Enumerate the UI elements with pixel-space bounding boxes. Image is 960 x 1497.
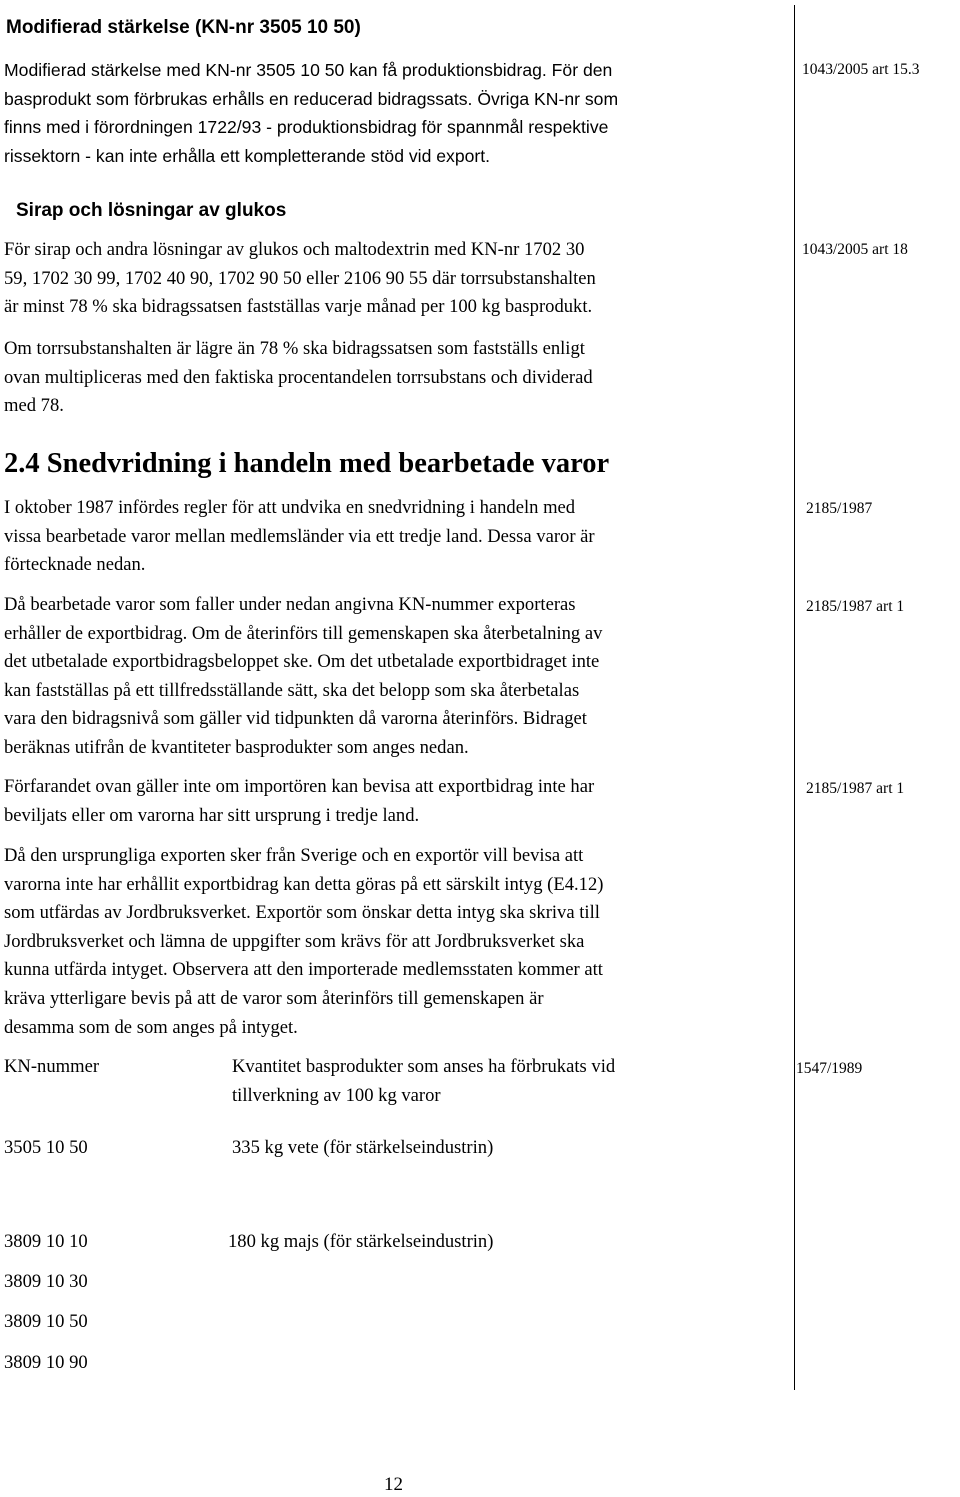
text-line: Om torrsubstanshalten är lägre än 78 % ska bidragssatsen som fastställs enligt bbox=[4, 338, 585, 359]
table-row-kn: 3809 10 50 bbox=[4, 1311, 88, 1332]
text-line: basprodukt som förbrukas erhålls en reducerad bidragssats. Övriga KN-nr som bbox=[4, 88, 619, 109]
text-line: som utfärdas av Jordbruksverket. Exportör som önskar detta intyg ska skriva till bbox=[4, 902, 600, 924]
text-line: rissektorn - kan inte erhålla ett kompletterande stöd vid export. bbox=[4, 145, 491, 166]
text-line: är minst 78 % ska bidragssatsen fastställas varje månad per 100 kg basprodukt. bbox=[4, 296, 593, 318]
sirap-paragraph-1 bbox=[4, 236, 596, 322]
page-number: 12 bbox=[384, 1474, 403, 1495]
table-row-kn: 3505 10 50 bbox=[4, 1137, 88, 1158]
text-line: 59, 1702 30 99, 1702 40 90, 1702 90 50 eller 2106 90 55 där torrsubstanshalten bbox=[4, 267, 596, 289]
heading-sirap: Sirap och lösningar av glukos bbox=[16, 200, 287, 221]
text-line: Kvantitet basprodukter som anses ha förbrukats vid bbox=[232, 1056, 616, 1077]
heading-2-4: 2.4 Snedvridning i handeln med bearbetade varor bbox=[4, 448, 610, 479]
text-line: förtecknade nedan. bbox=[4, 554, 146, 576]
column-divider bbox=[794, 5, 795, 1390]
table-row-quantity: 180 kg majs (för stärkelseindustrin) bbox=[228, 1231, 494, 1252]
table-header-quantity bbox=[232, 1053, 615, 1110]
text-line: Då den ursprungliga exporten sker från Sverige och en exportör vill bevisa att bbox=[4, 845, 584, 866]
margin-reference: 2185/1987 art 1 bbox=[806, 780, 905, 797]
sirap-paragraph-2 bbox=[4, 335, 593, 421]
text-line: ovan multipliceras med den faktiska procentandelen torrsubstans och dividerad bbox=[4, 366, 593, 388]
text-line: tillverkning av 100 kg varor bbox=[232, 1084, 441, 1106]
table-header-kn: KN-nummer bbox=[4, 1056, 100, 1077]
section-2-4-paragraph-3 bbox=[4, 773, 594, 830]
modifierad-paragraph bbox=[4, 56, 618, 170]
text-line: finns med i förordningen 1722/93 - produktionsbidrag för spannmål respektive bbox=[4, 117, 609, 138]
section-2-4-paragraph-1 bbox=[4, 494, 595, 580]
text-line: varorna inte har erhållit exportbidrag kan detta göras på ett särskilt intyg (E4.12) bbox=[4, 873, 604, 895]
margin-reference: 2185/1987 art 1 bbox=[806, 598, 905, 615]
text-line: med 78. bbox=[4, 395, 64, 417]
text-line: beviljats eller om varorna har sitt ursprung i tredje land. bbox=[4, 804, 420, 826]
text-line: vissa bearbetade varor mellan medlemsländer via ett tredje land. Dessa varor är bbox=[4, 525, 595, 547]
text-line: desamma som de som anges på intyget. bbox=[4, 1016, 298, 1038]
table-row-kn: 3809 10 90 bbox=[4, 1352, 88, 1373]
margin-reference: 1043/2005 art 15.3 bbox=[802, 61, 920, 78]
heading-modifierad-starkelse: Modifierad stärkelse (KN-nr 3505 10 50) bbox=[6, 17, 361, 38]
text-line: det utbetalade exportbidragsbeloppet ske. Om det utbetalade exportbidraget inte bbox=[4, 651, 600, 673]
text-line: kunna utfärda intyget. Observera att den importerade medlemsstaten kommer att bbox=[4, 959, 603, 981]
margin-reference: 1043/2005 art 18 bbox=[802, 241, 908, 258]
text-line: I oktober 1987 infördes regler för att undvika en snedvridning i handeln med bbox=[4, 497, 576, 518]
text-line: För sirap och andra lösningar av glukos och maltodextrin med KN-nr 1702 30 bbox=[4, 239, 585, 260]
text-line: kräva ytterligare bevis på att de varor som återinförs till gemenskapen är bbox=[4, 987, 544, 1009]
table-row-kn: 3809 10 30 bbox=[4, 1271, 88, 1292]
section-2-4-paragraph-4 bbox=[4, 842, 603, 1042]
table-row-kn: 3809 10 10 bbox=[4, 1231, 88, 1252]
text-line: vara den bidragsnivå som gäller vid tidpunkten då varorna återinförs. Bidraget bbox=[4, 708, 587, 730]
text-line: Förfarandet ovan gäller inte om importören kan bevisa att exportbidrag inte har bbox=[4, 776, 595, 797]
table-row-quantity: 335 kg vete (för stärkelseindustrin) bbox=[232, 1137, 494, 1158]
margin-reference: 2185/1987 bbox=[806, 500, 873, 517]
text-line: Jordbruksverket och lämna de uppgifter som krävs för att Jordbruksverket ska bbox=[4, 930, 585, 952]
text-line: Modifierad stärkelse med KN-nr 3505 10 50 kan få produktionsbidrag. För den bbox=[4, 60, 613, 80]
section-2-4-paragraph-2 bbox=[4, 591, 602, 763]
text-line: erhåller de exportbidrag. Om de återinförs till gemenskapen ska återbetalning av bbox=[4, 622, 603, 644]
text-line: Då bearbetade varor som faller under nedan angivna KN-nummer exporteras bbox=[4, 594, 576, 615]
text-line: kan fastställas på ett tillfredsställande sätt, ska det belopp som ska återbetalas bbox=[4, 679, 580, 701]
text-line: beräknas utifrån de kvantiteter basprodukter som anges nedan. bbox=[4, 736, 469, 758]
margin-reference: 1547/1989 bbox=[796, 1060, 863, 1077]
